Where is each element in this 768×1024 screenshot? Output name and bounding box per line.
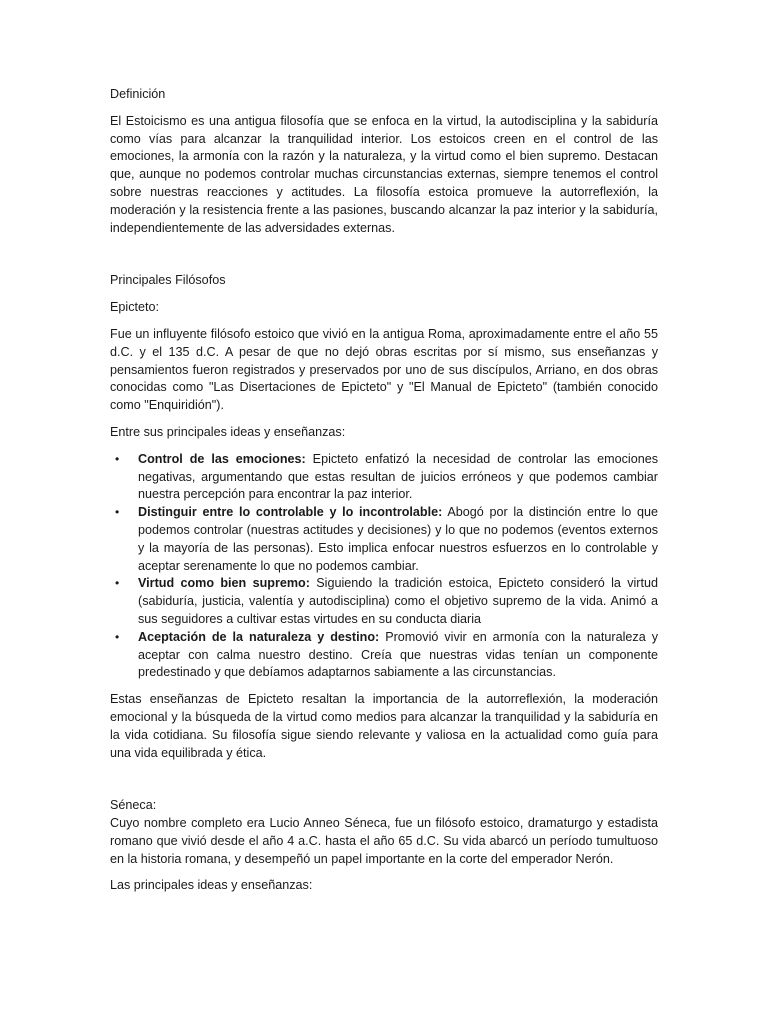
bullet-icon: • [115,629,120,644]
list-item [115,575,658,628]
idea-term: Virtud como bien supremo: [138,576,310,591]
epicteto-conclusion-paragraph: Estas enseñanzas de Epicteto resaltan la importancia de la autorreflexión, la moderación emocional y la búsqueda de la virtud como medios para alcanzar la tranquilidad y la sabiduría en la vida cotidiana. Su filosofía sigue siendo relevante y valiosa en la actualidad como guía para una vida equilibrada y ética. [110,692,658,760]
seneca-intro-paragraph: Cuyo nombre completo era Lucio Anneo Séneca, fue un filósofo estoico, dramaturgo y estadista romano que vivió desde el año 4 a.C. hasta el año 65 d.C. Su vida abarcó un período tumultuoso en la historia romana, y desempeñó un papel importante en la corte del emperador Nerón. [110,816,658,866]
bullet-icon: • [115,451,120,466]
spacer [110,771,658,797]
list-item [115,629,658,682]
philosopher-name-seneca: Séneca: [110,798,157,813]
idea-text: Promovió vivir en armonía con la naturaleza y aceptar con calma nuestro destino. Creía que nuestras vidas tenían un componente predestinado y que debíamos adaptarnos sabiamente a las circunstancias. [138,629,658,680]
seneca-ideas-heading: Las principales ideas y enseñanzas: [110,878,313,893]
list-item [115,451,659,504]
epicteto-ideas-heading: Entre sus principales ideas y enseñanzas: [110,424,346,439]
section-title-filosofos: Principales Filósofos [110,273,226,288]
philosopher-name-epicteto: Epicteto: [110,300,160,315]
idea-text: Siguiendo la tradición estoica, Epicteto consideró la virtud (sabiduría, justicia, valentía y autodisciplina) como el objetivo supremo de la vida. Animó a sus seguidores a cultivar estas virtudes en su conducta diaria [138,576,658,626]
idea-term: Aceptación de la naturaleza y destino: [138,629,380,644]
epicteto-intro-paragraph: Fue un influyente filósofo estoico que vivió en la antigua Roma, aproximadamente entre el año 55 d.C. y el 135 d.C. A pesar de que no dejó obras escritas por sí mismo, sus enseñanzas y pensamientos fueron registrados y preservados por uno de sus discípulos, Arriano, en dos obras conocidas como "Las Disertaciones de Epicteto" y "El Manual de Epicteto" (también conocido como "Enquiridión"). [110,326,658,413]
spacer [110,246,658,272]
idea-text: Epicteto enfatizó la necesidad de controlar las emociones negativas, argumentando que estas resultan de juicios erróneos y que podemos cambiar nuestra percepción para encontrar la paz interior. [138,451,659,502]
idea-term: Distinguir entre lo controlable y lo incontrolable: [138,505,443,520]
idea-text: Abogó por la distinción entre lo que podemos controlar (nuestras actitudes y decisiones) y lo que no podemos (eventos externos y la mayoría de las personas). Esto implica enfocar nuestros esfuerzos en lo controlable y aceptar serenamente lo que no podemos cambiar. [138,505,658,573]
bullet-icon: • [115,505,120,520]
list-item [115,504,658,575]
epicteto-ideas-list [110,451,658,682]
idea-term: Control de las emociones: [138,451,306,466]
bullet-icon: • [115,576,120,591]
section-title-definicion: Definición [110,87,166,101]
definition-paragraph: El Estoicismo es una antigua filosofía que se enfoca en la virtud, la autodisciplina y la sabiduría como vías para alcanzar la tranquilidad interior. Los estoicos creen en el control de las emociones, la armonía con la razón y la naturaleza, y la virtud como el bien supremo. Destacan que, aunque no podemos controlar muchas circunstancias externas, siempre tenemos el control sobre nuestras reacciones y actitudes. La filosofía estoica promueve la autorreflexión, la moderación y la resistencia frente a las pasiones, buscando alcanzar la paz interior y la sabiduría, independientemente de las adversidades externas. [110,113,658,235]
